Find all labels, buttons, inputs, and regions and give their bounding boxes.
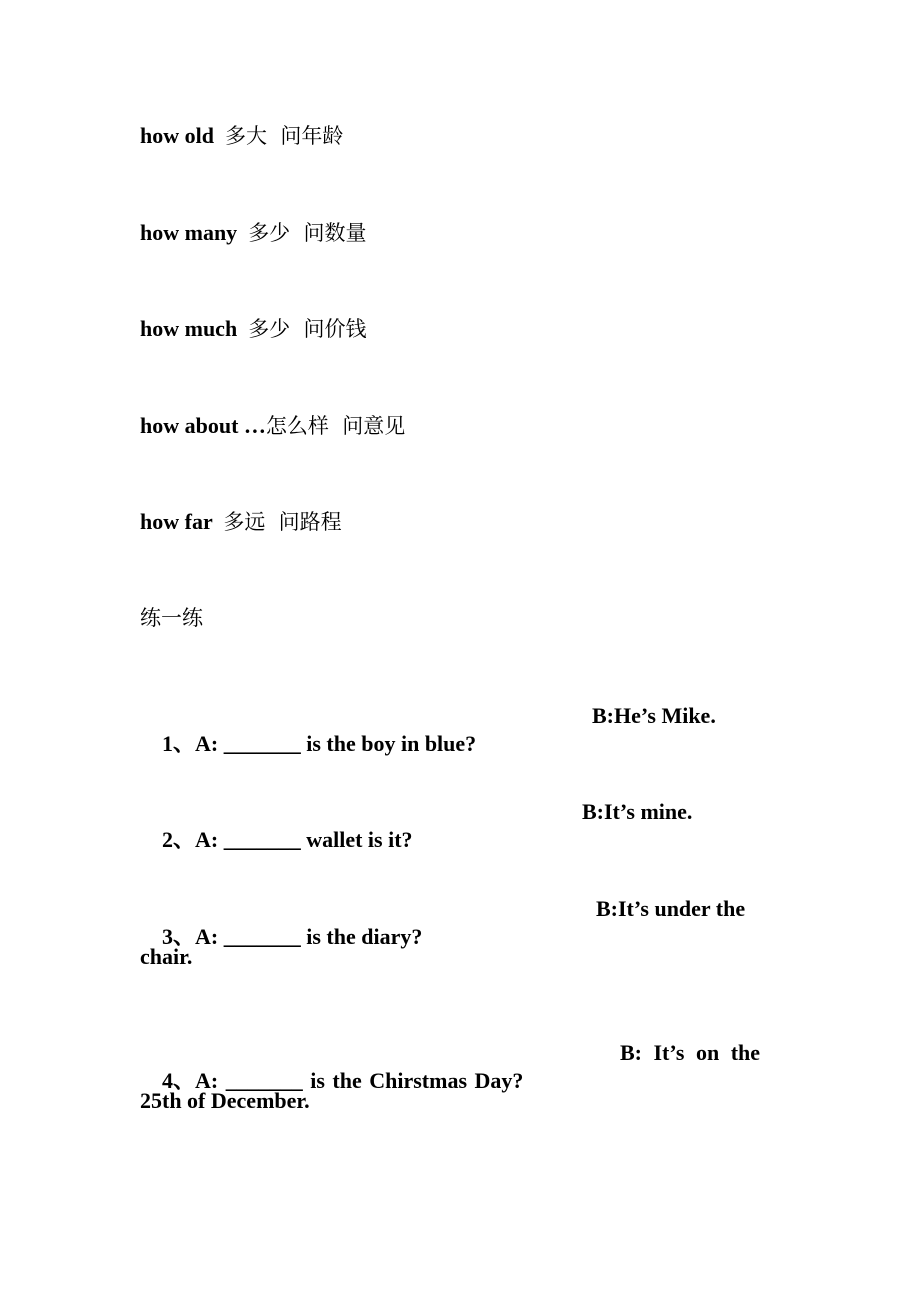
phrase-how-far (140, 508, 342, 536)
question-4-continued: 25th of December. (140, 1088, 310, 1113)
question-number: 1、 (162, 731, 196, 756)
question-b: B:It’s mine. (582, 799, 693, 824)
question-b: B:He’s Mike. (592, 703, 716, 728)
question-number: 4、 (162, 1068, 196, 1093)
phrase-cn: 多大 问年龄 (224, 124, 344, 148)
question-3 (140, 895, 782, 1007)
phrase-en: how many (140, 220, 238, 245)
phrase-how-old (140, 122, 343, 150)
phrase-en: how about … (140, 413, 266, 438)
phrase-en: how old (140, 123, 214, 148)
question-number: 2、 (162, 827, 196, 852)
question-a: A: _______ is the boy in blue? (195, 731, 477, 756)
phrase-en: how far (140, 509, 213, 534)
practice-title-text: 练一练 (140, 606, 203, 630)
question-a: A: _______ wallet is it? (195, 827, 413, 852)
question-b: B: It’s on the (620, 1040, 761, 1065)
question-a: A: _______ is the diary? (195, 924, 423, 949)
phrase-cn: 多少 问价钱 (248, 317, 367, 341)
question-3-continued: chair. (140, 944, 193, 969)
question-b: B:It’s under the (596, 896, 746, 921)
question-2 (140, 798, 782, 910)
phrase-how-much (140, 315, 367, 343)
practice-title (140, 604, 203, 632)
phrase-how-about (140, 412, 405, 440)
question-number: 3、 (162, 924, 196, 949)
question-a: A: _______ is the Chirstmas Day? (195, 1068, 524, 1093)
phrase-en: how much (140, 316, 238, 341)
phrase-cn: 多少 问数量 (248, 221, 367, 245)
phrase-cn: 怎么样 问意见 (265, 414, 406, 438)
phrase-cn: 多远 问路程 (223, 510, 342, 534)
phrase-how-many (140, 219, 367, 247)
